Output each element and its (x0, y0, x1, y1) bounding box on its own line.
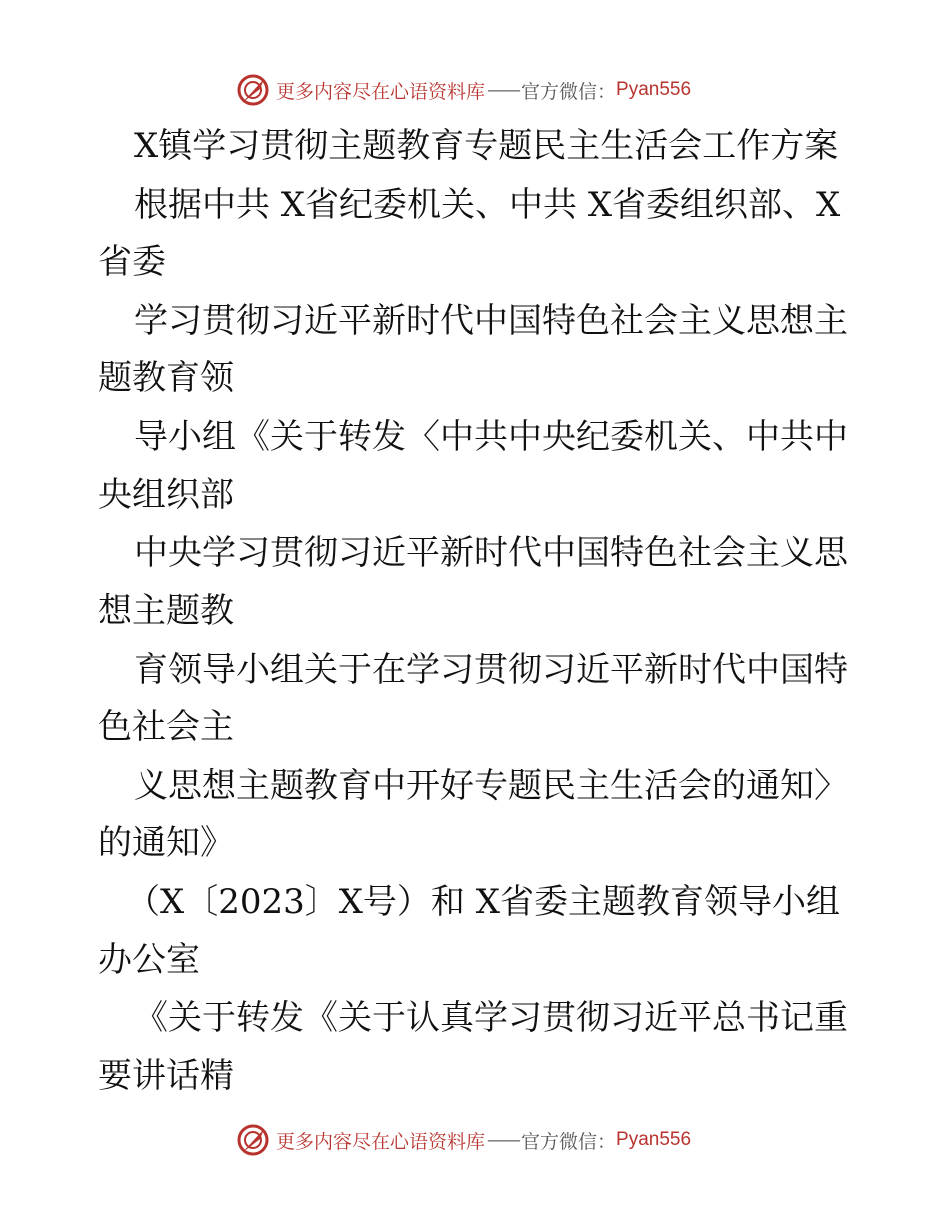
document-title: X镇学习贯彻主题教育专题民主生活会工作方案 (134, 126, 839, 166)
text-line: 育领导小组关于在学习贯彻习近平新时代中国特 (134, 650, 848, 690)
text-line: 色社会主 (98, 707, 234, 747)
quill-logo-icon (236, 73, 270, 107)
banner-wechat-id: Pyan556 (616, 79, 692, 100)
text-line: 学习贯彻习近平新时代中国特色社会主义思想主 (134, 301, 848, 341)
text-line: 根据中共 X省纪委机关、中共 X省委组织部、X (134, 185, 841, 225)
text-line: 中央学习贯彻习近平新时代中国特色社会主义思 (134, 533, 848, 573)
quill-logo-icon (236, 1123, 270, 1157)
text-line: 义思想主题教育中开好专题民主生活会的通知〉 (134, 766, 848, 806)
banner-title: 更多内容尽在心语资料库 (276, 80, 486, 103)
banner-subtitle: 官方微信： (521, 80, 617, 103)
banner-dash: —— (487, 79, 520, 101)
banner-subtitle: 官方微信： (521, 1130, 617, 1153)
text-line: 省委 (98, 242, 166, 282)
banner-dash: —— (487, 1129, 520, 1151)
text-line: 《关于转发《关于认真学习贯彻习近平总书记重 (134, 998, 848, 1038)
banner-title: 更多内容尽在心语资料库 (276, 1130, 486, 1153)
text-line: 的通知》 (98, 823, 234, 863)
text-line: 想主题教 (98, 591, 234, 631)
text-line: 办公室 (98, 940, 200, 980)
text-line: 要讲话精 (98, 1056, 234, 1096)
banner-wechat-id: Pyan556 (616, 1129, 692, 1150)
text-line: （X〔2023〕X号）和 X省委主题教育领导小组 (126, 882, 840, 922)
header-banner (236, 72, 691, 108)
text-line: 央组织部 (98, 475, 234, 515)
footer-banner (236, 1122, 691, 1158)
text-line: 题教育领 (98, 358, 234, 398)
text-line: 导小组《关于转发〈中共中央纪委机关、中共中 (134, 417, 848, 457)
